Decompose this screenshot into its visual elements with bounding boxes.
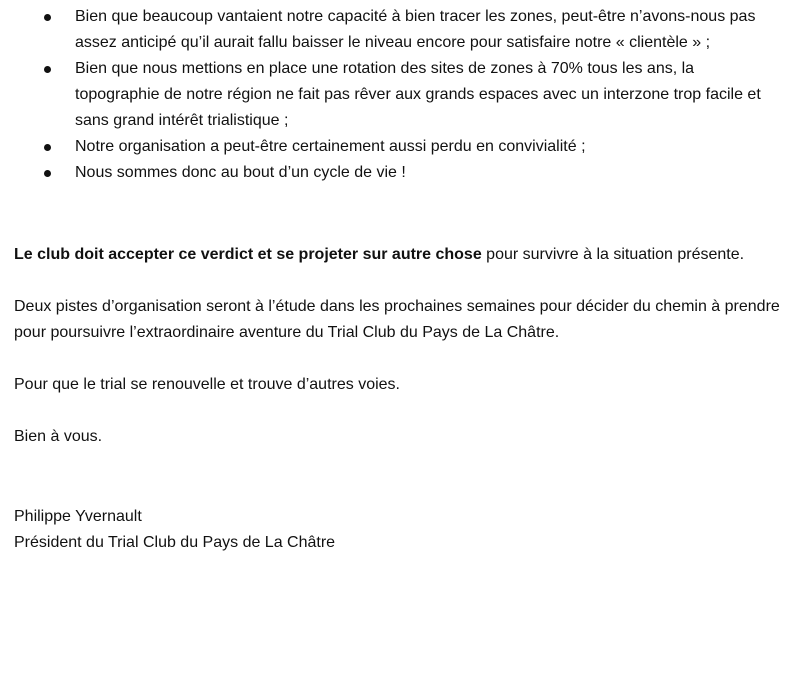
bullet-dot-icon	[44, 14, 51, 21]
bullet-list	[0, 4, 775, 186]
bullet-dot-icon	[44, 170, 51, 177]
bullet-dot-icon	[44, 66, 51, 73]
closing-line: Bien à vous.	[14, 428, 103, 445]
renouvelle-paragraph: Pour que le trial se renouvelle et trouve d’autres voies.	[14, 376, 400, 393]
bullet-text: Bien que nous mettions en place une rotation des sites de zones à 70% tous les ans, la topographie de notre région ne fait pas rêver aux grands espaces avec un interzone trop facile et sans grand intérêt trialistique ;	[75, 60, 761, 129]
bullet-item	[0, 4, 775, 56]
verdict-bold-text: Le club doit accepter ce verdict et se projeter sur autre chose	[14, 246, 482, 263]
signature-title: Président du Trial Club du Pays de La Châtre	[14, 534, 336, 551]
bullet-text: Notre organisation a peut-être certainement aussi perdu en convivialité ;	[75, 138, 586, 155]
bullet-item	[0, 56, 775, 134]
bullet-dot-icon	[44, 144, 51, 151]
pistes-paragraph: Deux pistes d’organisation seront à l’étude dans les prochaines semaines pour décider du chemin à prendre pour poursuivre l’extraordinaire aventure du Trial Club du Pays de La Châtre.	[14, 298, 780, 341]
bullet-text: Bien que beaucoup vantaient notre capacité à bien tracer les zones, peut-être n’avons-nous pas assez anticipé qu’il aurait fallu baisser le niveau encore pour satisfaire notre « clientèle » ;	[75, 8, 756, 51]
bullet-text: Nous sommes donc au bout d’un cycle de vie !	[75, 164, 406, 181]
signature-name: Philippe Yvernault	[14, 508, 142, 525]
verdict-paragraph	[14, 242, 784, 268]
verdict-rest-text: pour survivre à la situation présente.	[481, 246, 745, 263]
bullet-item	[0, 160, 775, 186]
bullet-item	[0, 134, 775, 160]
